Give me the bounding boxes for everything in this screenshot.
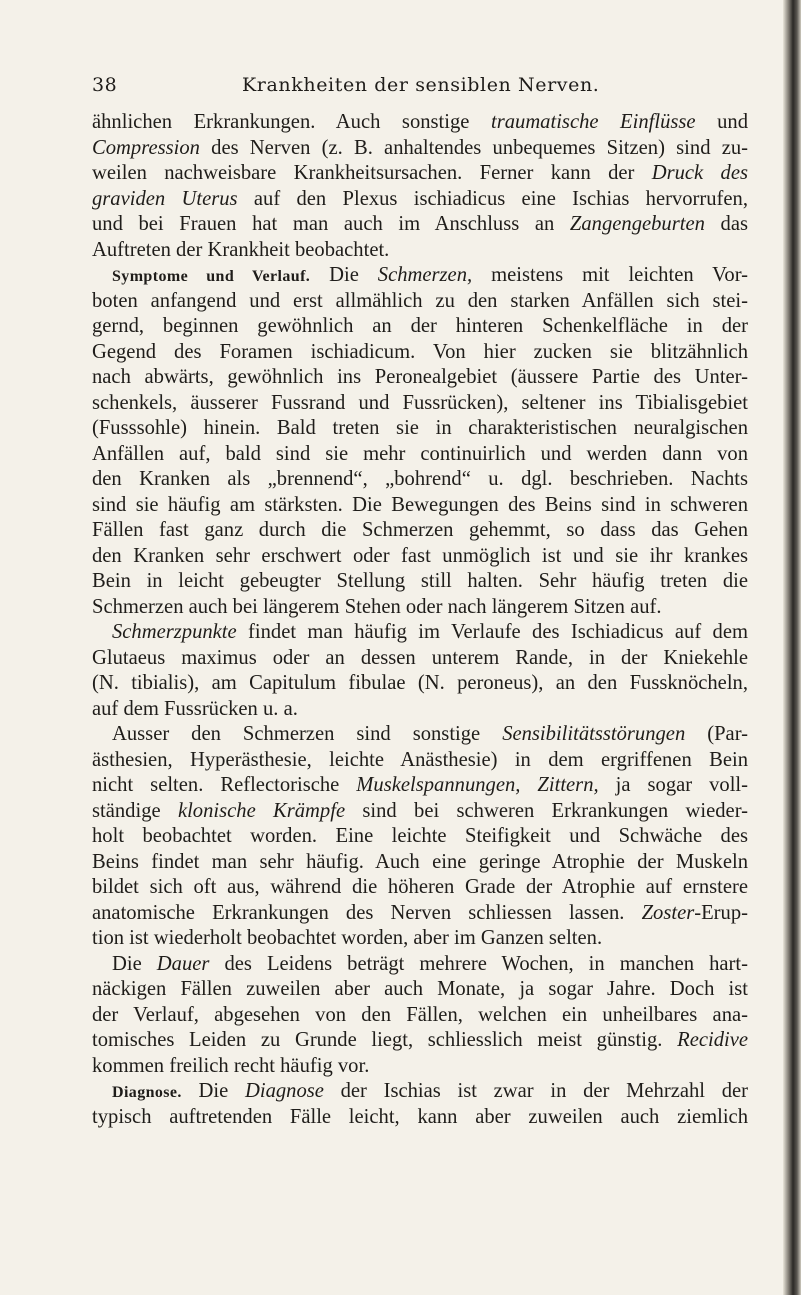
text-line (92, 187, 748, 213)
text-line (92, 569, 748, 595)
text-run: (N. tibialis), am Capitulum fibulae (N. peroneus), an den Fussknöcheln, (92, 672, 748, 694)
emphasized-text: Zangengeburten (569, 213, 705, 235)
text-run: des Leidens beträgt mehrere Wochen, in manchen hart- (209, 952, 748, 975)
text-run: der Ischias ist zwar in der Mehrzahl der (323, 1080, 748, 1102)
text-run: -Erup- (694, 901, 748, 924)
text-run: Schmerzen auch bei längerem Stehen oder nach längerem Sitzen auf. (92, 595, 662, 618)
section-heading: Symptome und Verlauf. (112, 268, 311, 285)
text-run: sind sie häufig am stärksten. Die Bewegungen des Beins sind in schweren (92, 493, 748, 516)
emphasized-text: Druck des (651, 162, 748, 184)
emphasized-text: Sensibilitätsstörungen (502, 723, 686, 745)
emphasized-text: Schmerzpunkte (112, 621, 237, 643)
emphasized-text: Dauer (156, 952, 210, 975)
text-line (92, 952, 748, 978)
text-line (92, 212, 748, 238)
emphasized-text: graviden Uterus (92, 187, 238, 210)
text-run: Die (181, 1080, 245, 1102)
text-run: und (695, 111, 748, 133)
text-line (92, 824, 748, 850)
text-run: kommen freilich recht häufig vor. (92, 1054, 370, 1077)
body-text (92, 110, 748, 1130)
emphasized-text: Zoster (641, 901, 695, 924)
text-line (92, 697, 748, 723)
text-line (92, 1028, 748, 1054)
text-run: der Verlauf, abgesehen von den Fällen, welchen ein unheilbares ana- (92, 1003, 748, 1026)
text-line (92, 263, 748, 289)
text-run: sind bei schweren Erkrankungen wieder- (345, 799, 748, 822)
text-run: anatomische Erkrankungen des Nerven schliessen lassen. (92, 901, 642, 924)
text-run: auf den Plexus ischiadicus eine Ischias hervorrufen, (237, 187, 748, 210)
text-run: tomisches Leiden zu Grunde liegt, schliesslich meist günstig. (92, 1029, 678, 1051)
text-run: Beins findet man sehr häufig. Auch eine geringe Atrophie der Muskeln (92, 850, 748, 873)
text-run: Gegend des Foramen ischiadicum. Von hier zucken sie blitzähnlich (92, 340, 748, 363)
text-run: (Fusssohle) hinein. Bald treten sie in charakteristischen neuralgischen (92, 417, 748, 439)
text-line (92, 620, 748, 646)
text-run: schenkels, äusserer Fussrand und Fussrücken), seltener ins Tibialisgebiet (92, 391, 748, 414)
page-header (92, 74, 742, 98)
text-line (92, 799, 748, 825)
text-line (92, 1003, 748, 1029)
text-line (92, 238, 748, 264)
text-line (92, 722, 748, 748)
text-run: Glutaeus maximus oder an dessen unterem Rande, in der Kniekehle (92, 646, 748, 669)
text-line (92, 1054, 748, 1080)
emphasized-text: klonische Krämpfe (177, 799, 346, 822)
emphasized-text: Diagnose (244, 1080, 324, 1102)
page-number: 38 (92, 74, 118, 96)
text-run: ja sogar voll- (598, 774, 749, 796)
emphasized-text: Muskelspannungen, Zittern, (356, 774, 599, 796)
text-run: und bei Frauen hat man auch im Anschluss an (92, 213, 570, 235)
text-run: Anfällen auf, bald sind sie mehr continuirlich und werden dann von (92, 442, 748, 465)
text-line (92, 340, 748, 366)
text-run: Bein in leicht gebeugter Stellung still halten. Sehr häufig treten die (92, 570, 748, 592)
text-run: auf dem Fussrücken u. a. (92, 697, 298, 720)
emphasized-text: traumatische Einflüsse (490, 111, 696, 133)
text-run: ständige (92, 799, 178, 822)
text-line (92, 289, 748, 315)
text-run: ähnlichen Erkrankungen. Auch sonstige (92, 111, 491, 133)
text-line (92, 1105, 748, 1131)
emphasized-text: Recidive (677, 1029, 748, 1051)
text-line (92, 442, 748, 468)
text-run: das (704, 213, 748, 235)
text-run: bildet sich oft aus, während die höheren Grade der Atrophie auf ernstere (92, 876, 748, 898)
text-run: (Par- (685, 723, 748, 745)
text-run: weilen nachweisbare Krankheitsursachen. Ferner kann der (92, 162, 652, 184)
text-run: Die (112, 952, 157, 975)
text-run: meistens mit leichten Vor- (472, 264, 748, 286)
text-run: typisch auftretenden Fälle leicht, kann aber zuweilen auch ziemlich (92, 1105, 748, 1128)
text-line (92, 646, 748, 672)
text-run: tion ist wiederholt beobachtet worden, aber im Ganzen selten. (92, 927, 603, 949)
page-edge (783, 0, 801, 1295)
text-run: den Kranken sehr erschwert oder fast unmöglich ist und sie ihr krankes (92, 544, 748, 567)
text-run: boten anfangend und erst allmählich zu den starken Anfällen sich stei- (92, 289, 748, 312)
text-line (92, 518, 748, 544)
text-line (92, 161, 748, 187)
text-line (92, 391, 748, 417)
text-line (92, 1079, 748, 1105)
emphasized-text: Schmerzen, (377, 264, 473, 286)
text-line (92, 544, 748, 570)
text-run: Die (310, 264, 378, 286)
running-title: Krankheiten der sensiblen Nerven. (242, 74, 600, 96)
text-run: ästhesien, Hyperästhesie, leichte Anästhesie) in dem ergriffenen Bein (92, 748, 748, 771)
text-line (92, 314, 748, 340)
text-line (92, 416, 748, 442)
text-run: findet man häufig im Verlaufe des Ischiadicus auf dem (236, 621, 748, 643)
section-heading: Diagnose. (112, 1084, 182, 1101)
text-line (92, 365, 748, 391)
emphasized-text: Compression (92, 136, 200, 159)
text-line (92, 493, 748, 519)
text-run: holt beobachtet worden. Eine leichte Steifigkeit und Schwäche des (92, 825, 748, 847)
text-line (92, 671, 748, 697)
text-run: den Kranken als „brennend“, „bohrend“ u. dgl. beschrieben. Nachts (92, 468, 748, 490)
text-line (92, 595, 748, 621)
text-run: Fällen fast ganz durch die Schmerzen gehemmt, so dass das Gehen (92, 519, 748, 541)
text-run: nicht selten. Reflectorische (92, 774, 357, 796)
text-run: Auftreten der Krankheit beobachtet. (92, 238, 390, 261)
text-line (92, 926, 748, 952)
text-line (92, 467, 748, 493)
text-line (92, 748, 748, 774)
text-line (92, 977, 748, 1003)
text-line (92, 773, 748, 799)
text-run: näckigen Fällen zuweilen aber auch Monate, ja sogar Jahre. Doch ist (92, 978, 748, 1000)
text-run: nach abwärts, gewöhnlich ins Peronealgebiet (äussere Partie des Unter- (92, 366, 748, 388)
text-line (92, 110, 748, 136)
text-run: gernd, beginnen gewöhnlich an der hinteren Schenkelfläche in der (92, 315, 748, 337)
text-line (92, 875, 748, 901)
text-line (92, 901, 748, 927)
text-line (92, 850, 748, 876)
text-run: Ausser den Schmerzen sind sonstige (112, 723, 503, 745)
text-run: des Nerven (z. B. anhaltendes unbequemes Sitzen) sind zu- (199, 136, 748, 159)
text-line (92, 136, 748, 162)
